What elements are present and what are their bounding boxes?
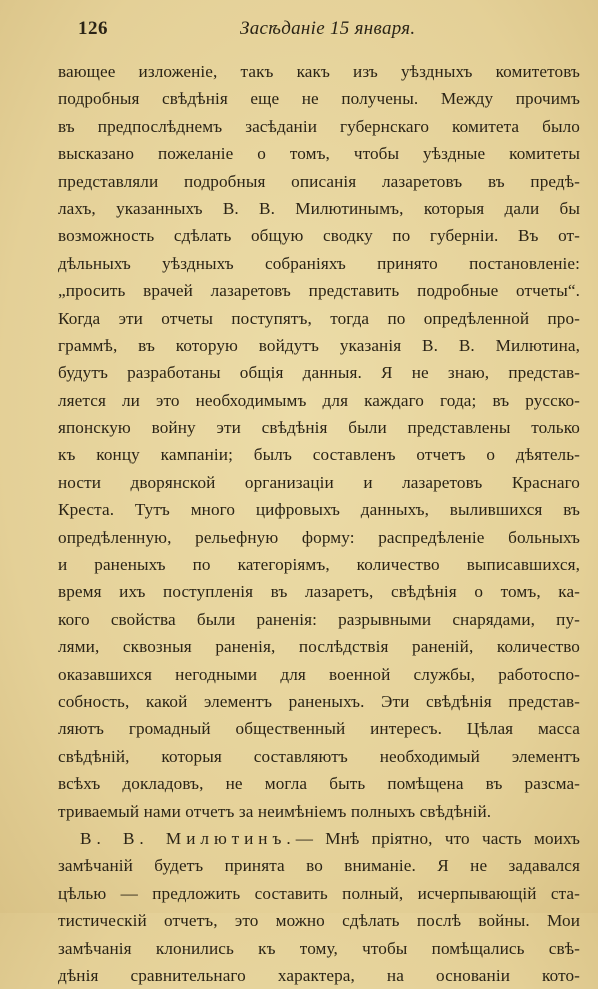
speaker-name: В. В. Милютинъ. (80, 828, 296, 848)
text-line: ности дворянской организаціи и лазаретовъ Краснаго (58, 472, 580, 492)
page-body (58, 58, 580, 989)
text-line: лями, сквозныя раненія, послѣдствія раненій, количество (58, 637, 580, 657)
text-line: Креста. Тутъ много цифровыхъ данныхъ, вылившихся въ (58, 500, 580, 520)
paragraph-2 (58, 825, 580, 989)
text-line: цѣлью — предложить составить полный, исчерпывающій ста- (58, 883, 580, 903)
text-line: опредѣленную, рельефную форму: распредѣленіе больныхъ (58, 527, 580, 547)
text-line: японскую войну эти свѣдѣнія были представлены только (58, 418, 580, 438)
text-line: ляютъ громадный общественный интересъ. Цѣлая масса (58, 719, 580, 739)
text-line: дѣльныхъ уѣздныхъ собраніяхъ принято постановленіе: (58, 253, 580, 273)
text-line: время ихъ поступленія въ лазаретъ, свѣдѣнія о томъ, ка- (58, 582, 580, 602)
speaker-line-text: — Мнѣ пріятно, что часть моихъ (295, 828, 580, 848)
text-line: вающее изложеніе, такъ какъ изъ уѣздныхъ комитетовъ (58, 62, 580, 81)
running-title: Засѣданіе 15 января. (240, 18, 416, 39)
text-line: ляется ли это необходимымъ для каждаго года; въ русско- (58, 390, 580, 410)
text-line: представляли подробныя описанія лазаретовъ въ предѣ- (58, 171, 580, 191)
text-line: „просить врачей лазаретовъ представить подробные отчеты“. (58, 281, 580, 301)
text-line: и раненыхъ по категоріямъ, количество выписавшихся, (58, 555, 580, 575)
text-line: кого свойства были раненія: разрывными снарядами, пу- (58, 609, 580, 629)
text-line: замѣчанія клонились къ тому, чтобы помѣщались свѣ- (58, 938, 580, 958)
text-line: возможность сдѣлать общую сводку по губерніи. Въ от- (58, 226, 580, 246)
paragraph-1 (58, 58, 580, 825)
text-line: въ предпослѣднемъ засѣданіи губернскаго комитета было (58, 116, 580, 136)
text-line: оказавшихся негодными для военной службы, работоспо- (58, 664, 580, 684)
text-line (58, 825, 580, 852)
text-line: будутъ разработаны общія данныя. Я не знаю, представ- (58, 363, 580, 383)
text-line: подробныя свѣдѣнія еще не получены. Между прочимъ (58, 89, 580, 109)
text-line: собность, какой элементъ раненыхъ. Эти свѣдѣнія представ- (58, 691, 580, 711)
text-line: триваемый нами отчетъ за неимѣніемъ полныхъ свѣдѣній. (58, 801, 492, 821)
page-number: 126 (78, 18, 108, 39)
page-header (60, 14, 558, 44)
text-line: свѣдѣній, которыя составляютъ необходимый элементъ (58, 746, 580, 766)
text-line: Когда эти отчеты поступятъ, тогда по опредѣленной про- (58, 308, 580, 328)
text-line: къ концу кампаніи; былъ составленъ отчетъ о дѣятель- (58, 445, 580, 465)
text-line: всѣхъ докладовъ, не могла быть помѣщена въ разсма- (58, 774, 580, 794)
text-line: замѣчаній будетъ принята во вниманіе. Я не задавался (58, 856, 580, 876)
text-line: высказано пожеланіе о томъ, чтобы уѣздные комитеты (58, 144, 580, 164)
text-line: лахъ, указанныхъ В. В. Милютинымъ, которыя дали бы (58, 198, 580, 218)
text-line: граммѣ, въ которую войдутъ указанія В. В. Милютина, (58, 335, 580, 355)
text-line: дѣнія сравнительнаго характера, на основаніи кото- (58, 965, 580, 985)
text-line: тистическій отчетъ, это можно сдѣлать послѣ войны. Мои (58, 911, 580, 931)
